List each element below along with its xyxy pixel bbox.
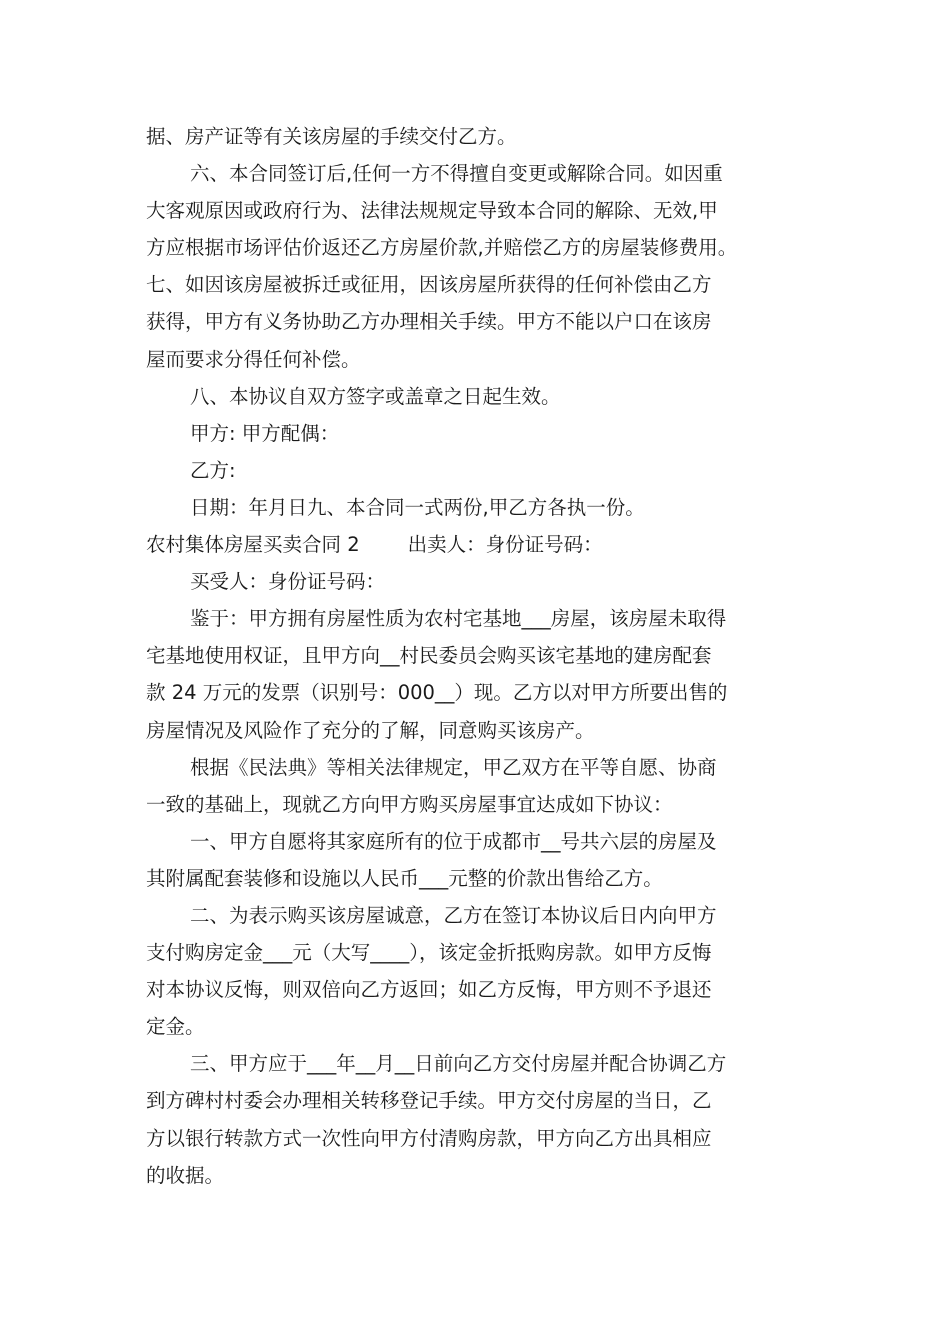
text-line: 一、甲方自愿将其家庭所有的位于成都市__号共六层的房屋及 [190,829,717,853]
text-line: 日期：年月日九、本合同一式两份,甲乙方各执一份。 [190,495,645,519]
text-line: 款 24 万元的发票（识别号：000__）现。乙方以对甲方所要出售的 [146,681,728,705]
text-line: 六、本合同签订后,任何一方不得擅自变更或解除合同。如因重 [190,162,723,186]
text-line: 支付购房定金___元（大写____），该定金折抵购房款。如甲方反悔 [146,941,712,965]
text-line: 的收据。 [146,1163,225,1187]
text-line: 宅基地使用权证，且甲方向__村民委员会购买该宅基地的建房配套 [146,644,712,668]
text-line: 乙方: [190,458,236,482]
text-line: 八、本协议自双方签字或盖章之日起生效。 [190,384,561,408]
section-heading-line [146,526,816,563]
text-line: 屋而要求分得任何补偿。 [146,347,361,371]
text-line: 方以银行转款方式一次性向甲方付清购房款，甲方向乙方出具相应 [146,1126,712,1150]
text-line: 三、甲方应于___年__月__日前向乙方交付房屋并配合协调乙方 [190,1052,727,1076]
text-line: 买受人：身份证号码： [190,570,386,594]
text-line: 方应根据市场评估价返还乙方房屋价款,并赔偿乙方的房屋装修费用。 [146,236,738,260]
text-line: 其附属配套装修和设施以人民币___元整的价款出售给乙方。 [146,866,663,890]
text-line: 二、为表示购买该房屋诚意，乙方在签订本协议后日内向甲方 [190,903,717,927]
document-body [146,118,816,1194]
text-line: 获得，甲方有义务协助乙方办理相关手续。甲方不能以户口在该房 [146,310,712,334]
text-line: 对本协议反悔，则双倍向乙方返回；如乙方反悔，甲方则不予退还 [146,978,712,1002]
text-line: 据、房产证等有关该房屋的手续交付乙方。 [146,125,517,148]
text-line: 甲方: 甲方配偶： [190,421,340,445]
text-line: 定金。 [146,1015,205,1039]
text-line: 大客观原因或政府行为、法律法规规定导致本合同的解除、无效,甲 [146,199,718,223]
text-line: 到方碑村村委会办理相关转移登记手续。甲方交付房屋的当日，乙 [146,1089,712,1113]
text-line: 房屋情况及风险作了充分的了解，同意购买该房产。 [146,718,595,742]
contract-title: 农村集体房屋买卖合同 2 [146,533,360,557]
text-line: 鉴于：甲方拥有房屋性质为农村宅基地___房屋，该房屋未取得 [190,607,727,631]
text-line: 根据《民法典》等相关法律规定，甲乙双方在平等自愿、协商 [190,755,717,779]
seller-label: 出卖人：身份证号码： [407,533,603,557]
text-line: 一致的基础上，现就乙方向甲方购买房屋事宜达成如下协议： [146,792,673,816]
text-line: 七、如因该房屋被拆迁或征用，因该房屋所获得的任何补偿由乙方 [146,273,712,297]
